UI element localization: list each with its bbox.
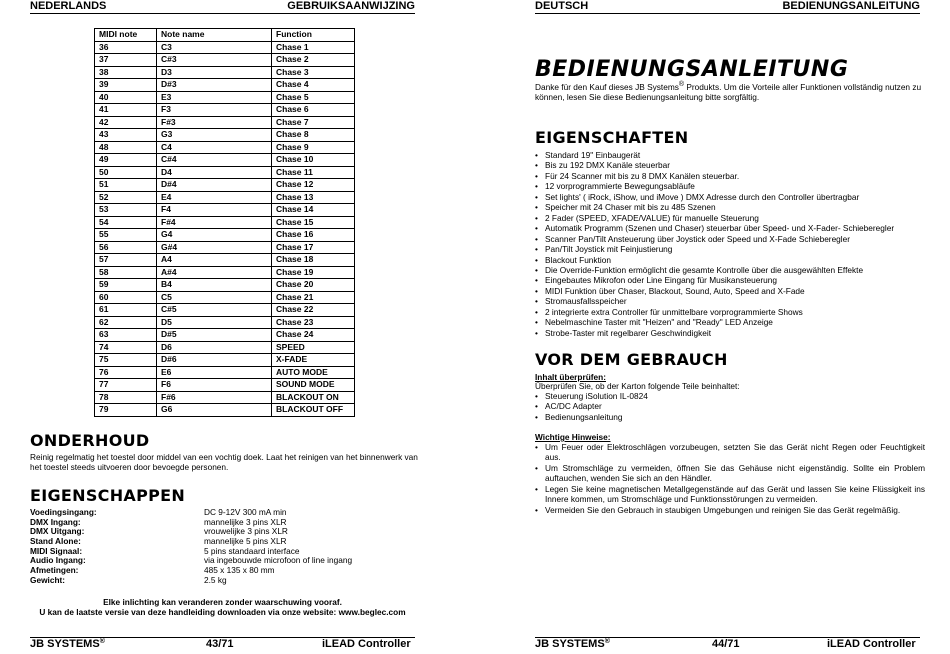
footer-product: iLEAD Controller [827,638,916,650]
midi-note-cell: 57 [95,254,157,267]
spec-value: vrouwelijke 3 pins XLR [204,526,288,537]
table-row [95,41,355,54]
table-row [95,229,355,242]
table-row [95,79,355,92]
table-row [95,316,355,329]
hinweise-list [535,442,925,515]
midi-note-cell: 79 [95,404,157,417]
main-title: BEDIENUNGSANLEITUNG [535,57,849,82]
midi-note-cell: 42 [95,116,157,129]
right-page [475,0,950,654]
feature-item: • Für 24 Scanner mit bis zu 8 DMX Kanälen steuerbar. [535,171,925,181]
hinweise-heading: Wichtige Hinweise: [535,432,611,442]
note-name-cell: C#3 [157,54,272,67]
page-number: 43/71 [206,638,234,650]
feature-item: • Eingebautes Mikrofon oder Line Eingang für Musikansteuerung [535,275,925,285]
note-name-cell: C3 [157,41,272,54]
midi-note-cell: 39 [95,79,157,92]
function-cell: Chase 17 [272,241,355,254]
midi-note-cell: 75 [95,354,157,367]
feature-item: • 2 Fader (SPEED, XFADE/VALUE) für manuelle Steuerung [535,213,925,223]
midi-note-cell: 50 [95,166,157,179]
function-cell: Chase 9 [272,141,355,154]
note-name-cell: A4 [157,254,272,267]
note-name-cell: F6 [157,379,272,392]
table-row [95,191,355,204]
spec-row [30,576,430,586]
package-item: • Steuerung iSolution IL-0824 [535,391,925,401]
package-item: • AC/DC Adapter [535,401,925,411]
function-cell: Chase 13 [272,191,355,204]
midi-note-cell: 63 [95,329,157,342]
notice-change: Elke inlichting kan veranderen zonder waarschuwing vooraf. [103,597,342,607]
brand-name: JB SYSTEMS [30,638,100,650]
inhalt-text: Überprüfen Sie, ob der Karton folgende Teile beinhaltet: [535,381,740,391]
feature-item: • Set lights' ( iRock, iShow, und iMove ) DMX Adresse durch den Controller übertragbar [535,192,925,202]
onderhoud-text: Reinig regelmatig het toestel door middel van een vochtig doek. Laat het reinigen van het binnenwerk van het toestel steeds uitvoeren door bevoegde personen. [30,452,418,472]
spec-label: Afmetingen: [30,565,79,576]
footer-product: iLEAD Controller [322,638,411,650]
note-name-cell: D6 [157,341,272,354]
midi-note-cell: 48 [95,141,157,154]
page-header [30,0,415,14]
note-name-cell: G6 [157,404,272,417]
spec-value: via ingebouwde microfoon of line ingang [204,555,353,566]
midi-note-cell: 78 [95,391,157,404]
column-header: Function [272,29,355,42]
table-row [95,141,355,154]
note-name-cell: G3 [157,129,272,142]
spec-label: DMX Uitgang: [30,526,85,537]
header-language: DEUTSCH [535,0,589,12]
spec-value: 2.5 kg [204,574,227,585]
note-name-cell: C#5 [157,304,272,317]
function-cell: Chase 16 [272,229,355,242]
table-row [95,266,355,279]
function-cell: Chase 3 [272,66,355,79]
spec-label: Voedingsingang: [30,507,97,517]
function-cell: AUTO MODE [272,366,355,379]
note-name-cell: F#6 [157,391,272,404]
function-cell: BLACKOUT OFF [272,404,355,417]
function-cell: Chase 24 [272,329,355,342]
footer-brand [535,638,610,650]
feature-item: • 12 vorprogrammierte Bewegungsabläufe [535,181,925,191]
table-row [95,204,355,217]
function-cell: Chase 11 [272,166,355,179]
midi-note-cell: 41 [95,104,157,117]
warning-item: • Um Feuer oder Elektroschlägen vorzubeugen, setzten Sie das Gerät nicht Regen oder Feuchtigkeit aus. [535,442,925,463]
function-cell: Chase 6 [272,104,355,117]
intro-text-end: Produkts. Um die Vorteile aller Funktionen vollständig nutzen zu können, lesen Sie diese Bedienungsanleitung bitte sorgfältig. [535,82,922,102]
function-cell: SPEED [272,341,355,354]
table-row [95,66,355,79]
inhalt-list [535,391,925,422]
feature-item: • Automatik Programm (Szenen und Chaser) steuerbar über Speed- und X-Fader- Schieberegler [535,223,925,233]
feature-item: • MIDI Funktion über Chaser, Blackout, Sound, Auto, Speed and X-Fade [535,286,925,296]
note-name-cell: D#6 [157,354,272,367]
spec-label: DMX Ingang: [30,516,81,527]
vor-dem-gebrauch-heading: VOR DEM GEBRAUCH [535,350,728,369]
function-cell: Chase 21 [272,291,355,304]
header-divider [535,13,920,14]
spec-value: 485 x 135 x 80 mm [204,565,275,576]
warning-item: • Um Stromschläge zu vermeiden, öffnen Sie das Gehäuse nicht eigenständig. Sollte ein Problem auftauchen, wenden Sie sich an den Händler. [535,463,925,484]
page-number: 44/71 [712,638,740,650]
midi-note-cell: 49 [95,154,157,167]
spec-value: 5 pins standaard interface [204,545,300,556]
note-name-cell: E3 [157,91,272,104]
function-cell: BLACKOUT ON [272,391,355,404]
spec-label: MIDI Signaal: [30,545,83,556]
spec-value: mannelijke 5 pins XLR [204,536,287,547]
header-language: NEDERLANDS [30,0,107,12]
feature-item: • Bis zu 192 DMX Kanäle steuerbar [535,160,925,170]
column-header: MIDI note [95,29,157,42]
midi-note-cell: 37 [95,54,157,67]
note-name-cell: F#3 [157,116,272,129]
note-name-cell: D#3 [157,79,272,92]
note-name-cell: E6 [157,366,272,379]
table-row [95,104,355,117]
function-cell: Chase 7 [272,116,355,129]
intro-text-start: Danke für den Kauf dieses JB Systems [535,82,679,92]
function-cell: Chase 4 [272,79,355,92]
function-cell: Chase 1 [272,41,355,54]
midi-note-cell: 61 [95,304,157,317]
feature-item: • 2 integrierte extra Controller für unmittelbare vorprogrammierte Shows [535,307,925,317]
column-header: Note name [157,29,272,42]
warning-item: • Legen Sie keine magnetischen Metallgegenstände auf das Gerät und lassen Sie keine Flüssigkeit ins Innere kommen, um Stromschläge und Funktionsstörungen zu vermeiden. [535,484,925,505]
midi-note-cell: 55 [95,229,157,242]
note-name-cell: F#4 [157,216,272,229]
table-row [95,304,355,317]
features-list [535,150,925,338]
note-name-cell: C#4 [157,154,272,167]
brand-name: JB SYSTEMS [535,638,605,650]
note-name-cell: D#4 [157,179,272,192]
midi-note-cell: 36 [95,41,157,54]
note-name-cell: B4 [157,279,272,292]
note-name-cell: D3 [157,66,272,79]
midi-note-cell: 53 [95,204,157,217]
note-name-cell: G#4 [157,241,272,254]
table-row [95,241,355,254]
inhalt-heading: Inhalt überprüfen: [535,372,606,382]
function-cell: Chase 14 [272,204,355,217]
midi-note-cell: 38 [95,66,157,79]
spec-label: Stand Alone: [30,536,81,547]
feature-item: • Strobe-Taster mit regelbarer Geschwindigkeit [535,328,925,338]
feature-item: • Blackout Funktion [535,255,925,265]
table-row [95,379,355,392]
midi-table [94,28,355,417]
midi-note-cell: 74 [95,341,157,354]
midi-table-body [95,41,355,416]
footer-brand [30,638,105,650]
function-cell: Chase 8 [272,129,355,142]
feature-item: • Stromausfallsspeicher [535,296,925,306]
feature-item: • Pan/Tilt Joystick mit Feinjustierung [535,244,925,254]
note-name-cell: D#5 [157,329,272,342]
table-row [95,391,355,404]
midi-note-cell: 62 [95,316,157,329]
midi-note-cell: 76 [95,366,157,379]
header-title: BEDIENUNGSANLEITUNG [782,0,920,12]
table-row [95,216,355,229]
table-row [95,254,355,267]
spec-value: mannelijke 3 pins XLR [204,516,287,527]
eigenschaften-heading: EIGENSCHAFTEN [535,128,689,147]
feature-item: • Scanner Pan/Tilt Ansteuerung über Joystick oder Speed und X-Fade Schieberegler [535,234,925,244]
table-row [95,154,355,167]
eigenschappen-heading: EIGENSCHAPPEN [30,486,186,505]
midi-note-cell: 40 [95,91,157,104]
function-cell: Chase 15 [272,216,355,229]
midi-note-cell: 59 [95,279,157,292]
registered-mark: ® [604,638,610,645]
table-row [95,341,355,354]
midi-note-cell: 54 [95,216,157,229]
note-name-cell: F4 [157,204,272,217]
note-name-cell: C4 [157,141,272,154]
feature-item: • Speicher mit 24 Chaser mit bis zu 485 Szenen [535,202,925,212]
table-row [95,166,355,179]
function-cell: Chase 10 [272,154,355,167]
note-name-cell: G4 [157,229,272,242]
table-row [95,116,355,129]
function-cell: SOUND MODE [272,379,355,392]
note-name-cell: C5 [157,291,272,304]
specifications-list [30,508,430,586]
midi-note-cell: 60 [95,291,157,304]
intro-text [535,82,925,102]
table-row [95,354,355,367]
table-row [95,129,355,142]
warning-item: • Vermeiden Sie den Gebrauch in staubigen Umgebungen und reinigen Sie das Gerät regelmäßig. [535,505,925,515]
table-row [95,404,355,417]
feature-item: • Standard 19" Einbaugerät [535,150,925,160]
table-row [95,279,355,292]
table-row [95,366,355,379]
function-cell: Chase 2 [272,54,355,67]
page-header [535,0,920,14]
spec-label: Audio Ingang: [30,555,86,566]
table-row [95,291,355,304]
midi-note-cell: 51 [95,179,157,192]
registered-mark: ® [99,638,105,645]
function-cell: Chase 18 [272,254,355,267]
function-cell: Chase 22 [272,304,355,317]
feature-item: • Die Override-Funktion ermöglicht die gesamte Kontrolle über die ausgewählten Effekte [535,265,925,275]
midi-note-cell: 77 [95,379,157,392]
function-cell: Chase 12 [272,179,355,192]
feature-item: • Nebelmaschine Taster mit "Heizen" and "Ready" LED Anzeige [535,317,925,327]
function-cell: Chase 19 [272,266,355,279]
note-name-cell: D5 [157,316,272,329]
table-row [95,329,355,342]
midi-note-cell: 56 [95,241,157,254]
function-cell: X-FADE [272,354,355,367]
spec-label: Gewicht: [30,574,66,585]
function-cell: Chase 20 [272,279,355,292]
table-row [95,54,355,67]
registered-mark: ® [678,81,685,88]
note-name-cell: A#4 [157,266,272,279]
function-cell: Chase 5 [272,91,355,104]
midi-note-cell: 58 [95,266,157,279]
spec-row [30,566,430,576]
package-item: • Bedienungsanleitung [535,412,925,422]
midi-note-cell: 43 [95,129,157,142]
note-name-cell: F3 [157,104,272,117]
header-title: GEBRUIKSAANWIJZING [287,0,415,12]
function-cell: Chase 23 [272,316,355,329]
notice-download: U kan de laatste versie van deze handleiding downloaden via onze website: www.beglec.com [39,607,406,617]
table-row [95,91,355,104]
table-header-row [95,29,355,42]
onderhoud-heading: ONDERHOUD [30,431,150,450]
header-divider [30,13,415,14]
note-name-cell: D4 [157,166,272,179]
spec-value: DC 9-12V 300 mA min [204,507,287,517]
midi-note-cell: 52 [95,191,157,204]
table-row [95,179,355,192]
note-name-cell: E4 [157,191,272,204]
